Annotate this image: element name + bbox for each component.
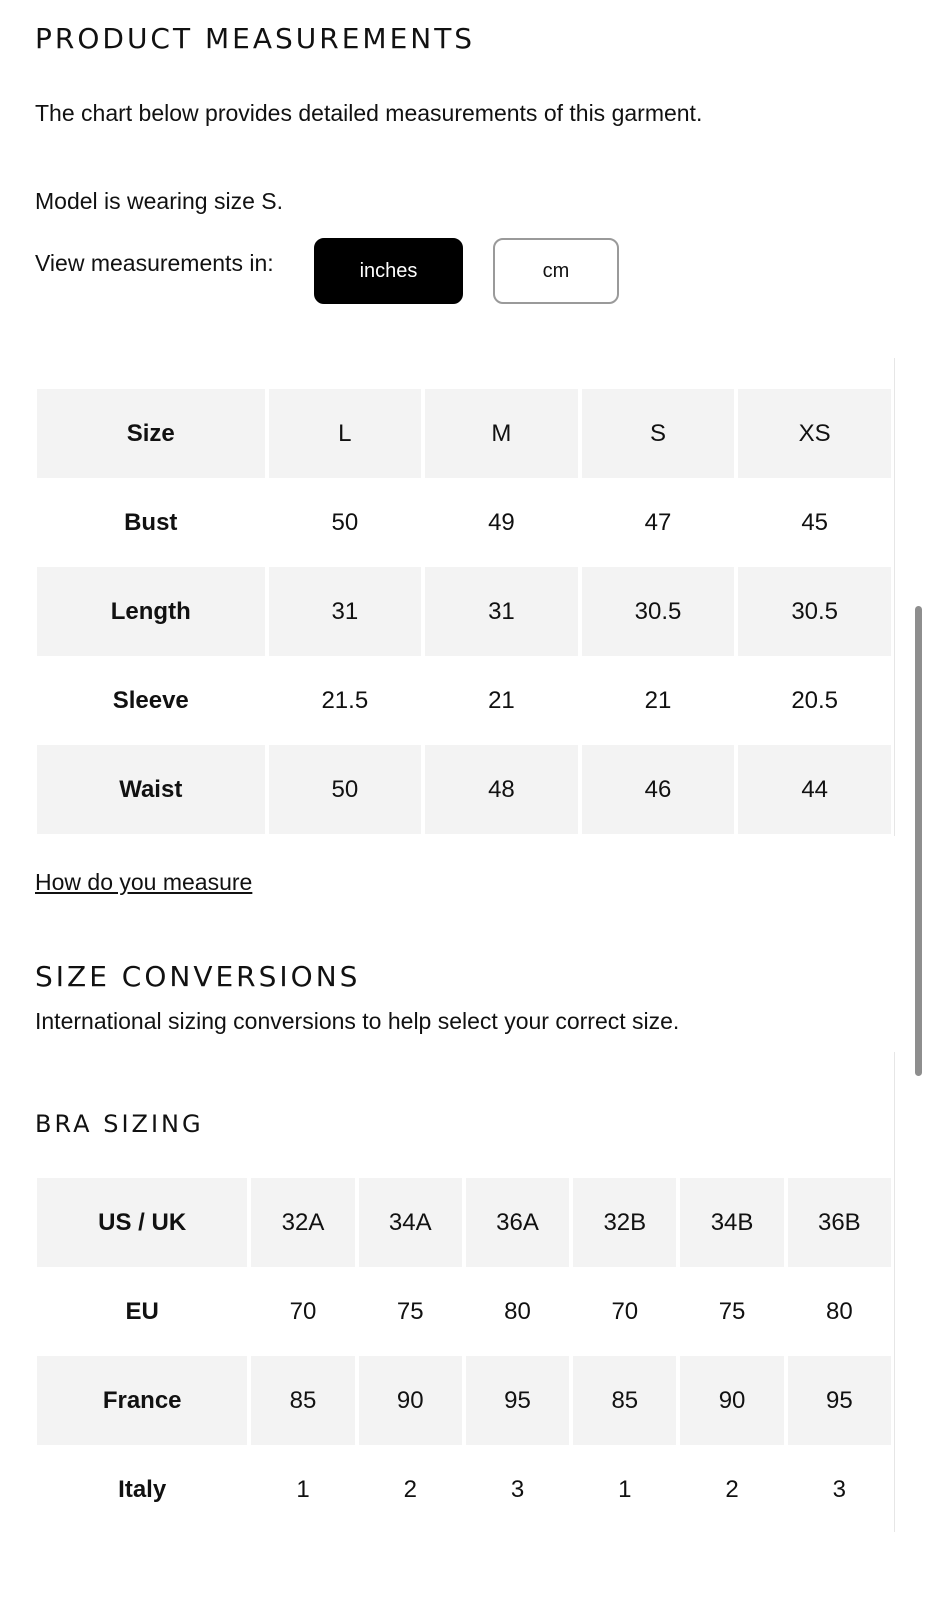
table-cell: 21: [488, 686, 515, 714]
header-us-uk: US / UK: [37, 1178, 247, 1267]
table-cell: 31: [269, 567, 422, 656]
table-cell: 3: [510, 1475, 525, 1503]
size-conversions-description: International sizing conversions to help select your correct size.: [35, 1008, 680, 1034]
row-label-france: France: [37, 1356, 247, 1445]
header-size-s: S: [582, 389, 735, 478]
table-cell: 34B: [680, 1178, 783, 1267]
unit-inches-button[interactable]: inches: [314, 238, 463, 304]
header-size-m: M: [425, 389, 578, 478]
table-row: [37, 745, 891, 834]
how-to-measure-link[interactable]: How do you measure: [35, 869, 253, 895]
measurements-header-row: [37, 389, 891, 478]
table-cell: 47: [644, 508, 672, 536]
view-measurements-label: View measurements in:: [35, 250, 274, 276]
bra-sizing-title: BRA SIZING: [35, 1110, 204, 1138]
table-cell: 21: [644, 686, 672, 714]
table-cell: 85: [251, 1356, 354, 1445]
table-cell: 95: [788, 1356, 891, 1445]
table-cell: 1: [296, 1475, 310, 1503]
row-label-eu: EU: [125, 1297, 159, 1325]
measurements-table: [33, 389, 895, 834]
header-size: Size: [37, 389, 265, 478]
table-cell: 36A: [466, 1178, 569, 1267]
header-size-l: L: [269, 389, 422, 478]
table-cell: 45: [801, 508, 829, 536]
table-cell: 70: [611, 1297, 639, 1325]
table-cell: 20.5: [791, 686, 839, 714]
table-cell: 31: [425, 567, 578, 656]
table-cell: 34A: [359, 1178, 462, 1267]
measurements-description: The chart below provides detailed measurements of this garment.: [35, 100, 703, 126]
table-cell: 95: [466, 1356, 569, 1445]
unit-cm-button[interactable]: cm: [493, 238, 619, 304]
table-row: [37, 1356, 891, 1445]
table-cell: 90: [680, 1356, 783, 1445]
table-cell: 46: [582, 745, 735, 834]
table-cell: 21.5: [321, 686, 369, 714]
table-cell: 44: [738, 745, 891, 834]
measurements-table-scroll[interactable]: [33, 389, 895, 834]
table-cell: 50: [331, 508, 359, 536]
table-cell: 1: [618, 1475, 632, 1503]
table-cell: 85: [573, 1356, 676, 1445]
table-cell: 75: [718, 1297, 746, 1325]
row-label-waist: Waist: [37, 745, 265, 834]
table-cell: 30.5: [738, 567, 891, 656]
bra-header-row: [37, 1178, 891, 1267]
table-cell: 32A: [251, 1178, 354, 1267]
header-size-xs: XS: [738, 389, 891, 478]
table-cell: 90: [359, 1356, 462, 1445]
table-cell: 75: [396, 1297, 424, 1325]
table-cell: 32B: [573, 1178, 676, 1267]
table-cell: 36B: [788, 1178, 891, 1267]
row-label-bust: Bust: [124, 508, 178, 536]
measurements-title: PRODUCT MEASUREMENTS: [35, 22, 476, 55]
bra-table-scroll[interactable]: [33, 1178, 895, 1534]
bra-sizing-table: [33, 1178, 895, 1534]
table-cell: 50: [269, 745, 422, 834]
table-cell: 3: [832, 1475, 847, 1503]
table-cell: 80: [504, 1297, 531, 1325]
table-row: [37, 478, 891, 567]
table-row: [37, 567, 891, 656]
row-label-sleeve: Sleeve: [112, 686, 189, 714]
page-scrollbar-thumb[interactable]: [915, 606, 922, 1076]
size-conversions-title: SIZE CONVERSIONS: [35, 960, 361, 993]
table-row: [37, 656, 891, 745]
table-cell: 2: [725, 1475, 739, 1503]
table-cell: 2: [403, 1475, 417, 1503]
table-cell: 30.5: [582, 567, 735, 656]
table-row: [37, 1445, 891, 1534]
table-cell: 49: [488, 508, 515, 536]
table-cell: 80: [825, 1297, 853, 1325]
table-row: [37, 1267, 891, 1356]
row-label-length: Length: [37, 567, 265, 656]
table-cell: 70: [289, 1297, 317, 1325]
model-size-note: Model is wearing size S.: [35, 188, 283, 214]
table-cell: 48: [425, 745, 578, 834]
row-label-italy: Italy: [118, 1475, 167, 1503]
